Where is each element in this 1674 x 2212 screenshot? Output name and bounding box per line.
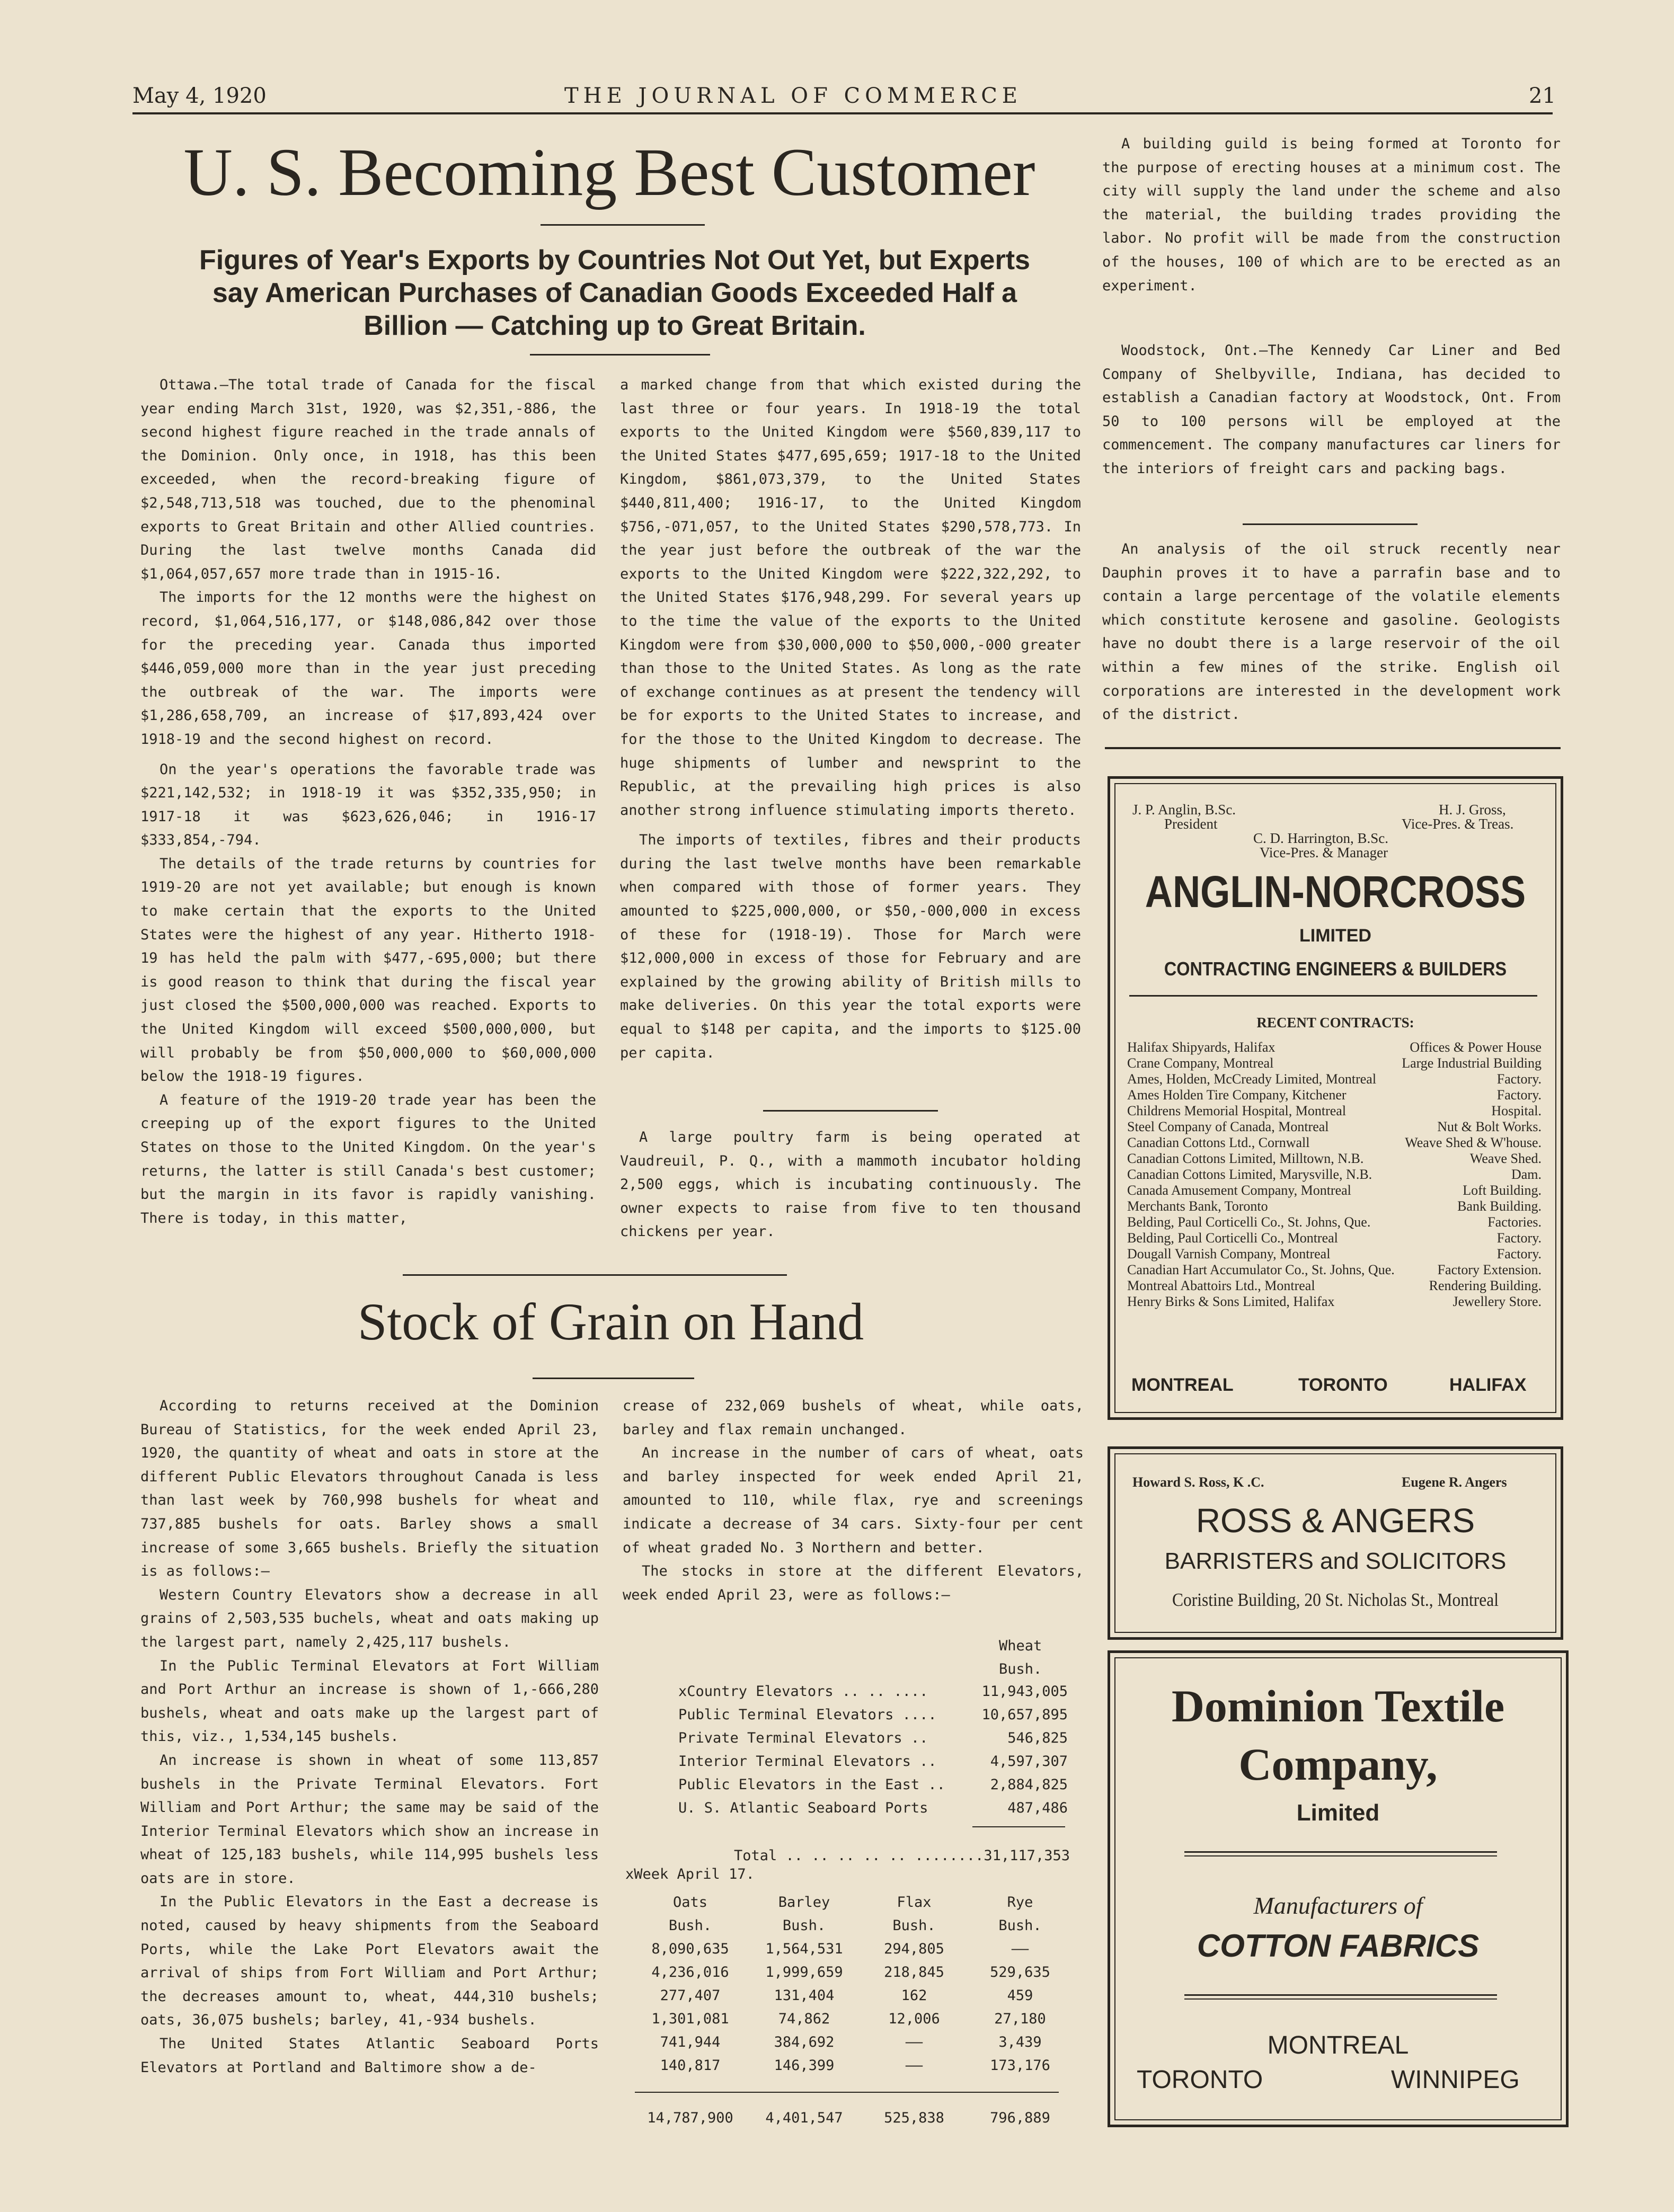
paragraph: a marked change from that which existed during the last three or four years. In 1918-19 the total exports to the United Kingdom were $560,839,117 to the United States $477,695,659; 1917-18 to the United Kingdom, $861,073,379, to the United States $440,811,400; 1916-17, to the United Kingdom $756,-071,057, to the United States $290,578,773. In the year just before the outbreak of the war the exports to the United Kingdom were $222,322,292, to the United States $176,948,299. For several years up to the time the value of the exports to the United Kingdom were from $30,000,000 to $50,000,-000 greater than those to the United States. As long as the rate of exchange continues as at present the tendency will be for exports to the United States to increase, and for the those to the United Kingdom to decrease. The huge shipments of lumber and newsprint to the Republic, at the prevailing high prices is also another strong influence stimulating imports thereto. [620, 377, 1081, 819]
grain-cell: 529,635 [990, 1964, 1050, 1980]
elevator-label: Public Elevators in the East .. [678, 1776, 945, 1793]
wheat-stocks-table [678, 1680, 1068, 1819]
contract-row [1127, 1151, 1542, 1167]
vice-president-title: Vice-Pres. & Treas. [1402, 816, 1514, 832]
partner-angers: Eugene R. Angers [1402, 1474, 1507, 1490]
grain-cell: 173,176 [990, 2057, 1050, 2074]
grain-cell: 741,944 [660, 2033, 721, 2050]
paragraph: Woodstock, Ont.—The Kennedy Car Liner and Bed Company of Shelbyville, Indiana, has decided to establish a Canadian factory at Woodstock, Ont. From 50 to 100 persons will be employed at the commencement. The company manufactures car liners for the interiors of freight cars and packing bags. [1102, 342, 1561, 477]
contract-work: Nut & Bolt Works. [1437, 1119, 1542, 1134]
headline-rule [533, 1378, 694, 1379]
city-halifax: HALIFAX [1449, 1375, 1527, 1395]
grain-cell: 3,439 [998, 2033, 1042, 2050]
grain-cell: 8,090,635 [651, 1940, 729, 1957]
paragraph: Ottawa.—The total trade of Canada for the fiscal year ending March 31st, 1920, was $2,351,-886, the second highest figure reached in the trade annals of the Dominion. Only once, in 1918, has this been exceeded, when the record-breaking figure of $2,548,713,518 was touched, due to the phenominal exports to Great Britain and other Allied countries. During the last twelve months Canada did $1,064,057,657 more trade than in 1915-16. [140, 377, 596, 582]
grain-cell: 140,817 [660, 2057, 721, 2074]
contract-row [1127, 1198, 1542, 1214]
grain-cell: —— [905, 2057, 923, 2074]
anglin-norcross-ad [1108, 776, 1563, 1420]
company-name: ANGLIN-NORCROSS [1145, 867, 1526, 917]
grain-cell: 14,787,900 [647, 2109, 733, 2126]
issue-date: May 4, 1920 [132, 84, 267, 108]
footnote: xWeek April 17. [625, 1866, 755, 1882]
wheat-value: 487,486 [1007, 1799, 1068, 1816]
contract-client: Merchants Bank, Toronto [1127, 1198, 1268, 1214]
contract-work: Bank Building. [1457, 1198, 1542, 1214]
side-note-oil [1102, 538, 1561, 727]
paragraph: A feature of the 1919-20 trade year has been the creeping up of the export figures to the United States on those to the United Kingdom. On the year's returns, the latter is still Canada's best customer; but the margin in its favor is rapidly vanishing. There is today, in this matter, [140, 1091, 596, 1227]
grain-cell: 796,889 [990, 2109, 1050, 2126]
contract-row [1127, 1183, 1542, 1198]
grain-cell: Bush. [668, 1917, 712, 1934]
firm-address: Coristine Building, 20 St. Nicholas St., Montreal [1172, 1589, 1499, 1610]
section-rule [1243, 523, 1418, 525]
contract-row [1127, 1214, 1542, 1230]
grain-headline: Stock of Grain on Hand [357, 1292, 864, 1351]
grain-cell: 4,401,547 [765, 2109, 843, 2126]
grain-cell: 1,564,531 [765, 1940, 843, 1957]
grain-cell: Bush. [782, 1917, 826, 1934]
table-row [633, 2054, 1073, 2077]
contract-client: Canadian Cottons Limited, Milltown, N.B. [1127, 1151, 1364, 1166]
contracts-title: RECENT CONTRACTS: [1256, 1015, 1414, 1031]
exports-column-2 [620, 374, 1081, 1065]
contract-row [1127, 1055, 1542, 1071]
contract-row [1127, 1262, 1542, 1278]
paragraph: A large poultry farm is being operated at Vaudreuil, P. Q., with a mammoth incubator holding 2,500 eggs, which is incubating continuously. The owner expects to raise from five to ten thousand chickens per year. [620, 1129, 1081, 1240]
table-row [633, 2030, 1073, 2054]
president-title: President [1164, 816, 1218, 832]
company-limited: Limited [1296, 1800, 1380, 1826]
grain-cell: 131,404 [774, 1987, 835, 2004]
city-toronto: TORONTO [1298, 1375, 1388, 1395]
wheat-header-name: Wheat [999, 1638, 1042, 1654]
wheat-value: 10,657,895 [981, 1706, 1068, 1723]
grain-cell: 218,845 [884, 1964, 944, 1980]
contract-client: Crane Company, Montreal [1127, 1055, 1274, 1071]
paragraph: According to returns received at the Dominion Bureau of Statistics, for the week ended April 23, 1920, the quantity of wheat and oats in store at the different Public Elevators throughout Canada is less than last week by 760,998 bushels for wheat and 737,885 bushels for oats. Barley shows a small increase of some 3,665 bushels. Briefly the situation is as follows:— [140, 1398, 599, 1580]
headline-rule [541, 224, 705, 226]
table-row [678, 1726, 1068, 1749]
masthead: THE JOURNAL OF COMMERCE [564, 84, 1022, 108]
grain-cell: Rye [1007, 1894, 1033, 1911]
contract-work: Large Industrial Building [1402, 1055, 1542, 1071]
paragraph: Western Country Elevators show a decrease in all grains of 2,503,535 buchels, wheat and oats making up the largest part, namely 2,425,117 bushels. [140, 1586, 599, 1650]
table-row [633, 1937, 1073, 1960]
table-row [678, 1749, 1068, 1773]
contract-client: Ames Holden Tire Company, Kitchener [1127, 1087, 1347, 1103]
contract-client: Belding, Paul Corticelli Co., St. Johns, Que. [1127, 1214, 1371, 1230]
grain-cell: 27,180 [994, 2010, 1046, 2027]
firm-title: BARRISTERS and SOLICITORS [1164, 1548, 1507, 1574]
grain-cell: Bush. [892, 1917, 936, 1934]
contract-row [1127, 1040, 1542, 1055]
contract-row [1127, 1135, 1542, 1151]
grain-cell: 459 [1007, 1987, 1033, 2004]
contract-row [1127, 1230, 1542, 1246]
wheat-value: 4,597,307 [990, 1753, 1068, 1770]
contract-client: Canadian Cottons Limited, Marysville, N.B. [1127, 1167, 1372, 1182]
contract-work: Factory Extension. [1437, 1262, 1542, 1277]
city-montreal: MONTREAL [1131, 1375, 1234, 1395]
contract-work: Factory. [1496, 1071, 1542, 1087]
grain-totals-table [633, 2106, 1073, 2129]
contract-row [1127, 1294, 1542, 1310]
grain-cell: 12,006 [888, 2010, 940, 2027]
contract-row [1127, 1087, 1542, 1103]
elevator-label: Interior Terminal Elevators .. [678, 1753, 937, 1770]
elevator-label: U. S. Atlantic Seaboard Ports [678, 1799, 928, 1816]
vice-president-name: H. J. Gross, [1439, 802, 1506, 818]
manager-name: C. D. Harrington, B.Sc. [1253, 830, 1388, 846]
paragraph: An analysis of the oil struck recently near Dauphin proves it to have a parrafin base and to contain a large percentage of the volatile elements which constitute kerosene and gasoline. Geologists have no doubt there is a large reservoir of the oil within a few mines of the strike. English oil corporations are interested in the development work of the district. [1102, 541, 1561, 723]
contract-row [1127, 1071, 1542, 1087]
product-line: COTTON FABRICS [1197, 1928, 1480, 1964]
grain-cell: 4,236,016 [651, 1964, 729, 1980]
grain-cell: 277,407 [660, 1987, 721, 2004]
wheat-header-unit: Bush. [999, 1661, 1042, 1677]
grain-cell: —— [905, 2033, 923, 2050]
contract-client: Childrens Memorial Hospital, Montreal [1127, 1103, 1347, 1118]
paragraph: A building guild is being formed at Toronto for the purpose of erecting houses at a minimum cost. The city will supply the land under the scheme and also the material, the building trades providing the labor. No profit will be made from the construction of the houses, 100 of which are to be erected as an experiment. [1102, 136, 1561, 294]
grain-cell: 74,862 [778, 2010, 830, 2027]
paragraph: crease of 232,069 bushels of wheat, while oats, barley and flax remain unchanged. [623, 1398, 1084, 1438]
page-number: 21 [1529, 84, 1556, 108]
grain-stocks-table [633, 1890, 1073, 2077]
contract-client: Ames, Holden, McCready Limited, Montreal [1127, 1071, 1377, 1087]
contract-row [1127, 1103, 1542, 1119]
elevator-label: Private Terminal Elevators .. [678, 1729, 928, 1746]
wheat-header [999, 1634, 1042, 1681]
paragraph: In the Public Elevators in the East a decrease is noted, caused by heavy shipments from the Seaboard Ports, while the Lake Port Elevators await the arrival of ships from Fort William and Port Arthur; the decreases amount to, wheat, 444,310 bushels; oats, 36,075 bushels; barley, 41,-934 bushels. [140, 1894, 599, 2029]
table-row [678, 1703, 1068, 1726]
wheat-value: 2,884,825 [990, 1776, 1068, 1793]
grain-totals-row [633, 2106, 1073, 2129]
contract-client: Halifax Shipyards, Halifax [1127, 1040, 1276, 1055]
table-row [678, 1796, 1068, 1819]
manufacturers-of: Manufacturers of [1253, 1892, 1423, 1919]
exports-headline: U. S. Becoming Best Customer [183, 135, 1035, 210]
contract-row [1127, 1246, 1542, 1262]
elevator-label: xCountry Elevators .. .. .... [678, 1683, 928, 1700]
wheat-value: 11,943,005 [981, 1683, 1068, 1700]
grain-cell: Flax [897, 1894, 932, 1911]
city-toronto: TORONTO [1137, 2066, 1263, 2094]
ad-divider [1129, 995, 1537, 997]
contract-client: Dougall Varnish Company, Montreal [1127, 1246, 1331, 1262]
grain-cell: 1,999,659 [765, 1964, 843, 1980]
paragraph: The United States Atlantic Seaboard Ports Elevators at Portland and Baltimore show a de- [140, 2036, 599, 2076]
wheat-total-table [678, 1844, 1070, 1867]
company-limited: LIMITED [1299, 926, 1371, 946]
grain-header-row [633, 1890, 1073, 1914]
table-row [678, 1773, 1068, 1796]
contract-row [1127, 1119, 1542, 1135]
side-note-woodstock [1102, 339, 1561, 481]
paragraph: The imports for the 12 months were the highest on record, $1,064,516,177, or $148,086,842 over those for the preceding year. Canada thus imported $446,059,000 more than in the year just preceding the outbreak of the war. The imports were $1,286,658,709, an increase of $17,893,424 over 1918-19 and the second highest on record. [140, 589, 596, 748]
paragraph: An increase is shown in wheat of some 113,857 bushels in the Private Terminal Elevators. Fort William and Port Arthur; the same may be said of the Interior Terminal Elevators which show an increase in wheat of 125,183 bushels, while 114,995 bushels less oats are in store. [140, 1752, 599, 1887]
contract-row [1127, 1278, 1542, 1294]
city-montreal: MONTREAL [1267, 2031, 1409, 2059]
total-row [678, 1844, 1070, 1867]
company-name-line1: Dominion Textile [1171, 1681, 1505, 1731]
contract-client: Henry Birks & Sons Limited, Halifax [1127, 1294, 1335, 1309]
contract-work: Factories. [1487, 1214, 1542, 1230]
exports-column-1 [140, 374, 596, 1230]
grain-cell: 294,805 [884, 1940, 944, 1957]
contract-work: Weave Shed. [1469, 1151, 1542, 1166]
side-note-building-guild [1102, 132, 1561, 298]
paragraph: The imports of textiles, fibres and their products during the last twelve months have been remarkable when compared with those of former years. They amounted to $225,000,000, or $50,-000,000 in excess of these for (1918-19). Those for March were $12,000,000 in excess of those for February and are explained by the growing ability of British mills to make deliveries. On this year the total exports were equal to $148 per capita, and the imports to $125.00 per capita. [620, 832, 1081, 1061]
firm-name: ROSS & ANGERS [1195, 1502, 1475, 1540]
grain-cell: 384,692 [774, 2033, 835, 2050]
paragraph: The details of the trade returns by countries for 1919-20 are not yet available; but enough is known to make certain that the exports to the United States were the highest of any year. Hitherto 1918-19 has held the palm with $477,-695,000; but there is good reason to think that during the fiscal year just closed the $500,000,000 was reached. Exports to the United Kingdom will exceed $500,000,000, but will probably be from $50,000,000 to $60,000,000 below the 1918-19 figures. [140, 855, 596, 1085]
contract-client: Canadian Cottons Ltd., Cornwall [1127, 1135, 1310, 1150]
section-rule [1105, 747, 1561, 749]
contract-work: Hospital. [1491, 1103, 1542, 1118]
contracts-list [1127, 1040, 1542, 1310]
grain-cell: 525,838 [884, 2109, 944, 2126]
contract-row [1127, 1167, 1542, 1183]
contract-work: Factory. [1496, 1087, 1542, 1103]
grain-cell: Bush. [998, 1917, 1042, 1934]
table-row [633, 1984, 1073, 2007]
wheat-value: 546,825 [1007, 1729, 1068, 1746]
subhead-rule [530, 354, 710, 356]
contract-client: Canadian Hart Accumulator Co., St. Johns, Que. [1127, 1262, 1395, 1277]
header-rule [132, 112, 1553, 114]
total-value: 31,117,353 [984, 1847, 1070, 1864]
contract-work: Dam. [1511, 1167, 1542, 1182]
paragraph: On the year's operations the favorable trade was $221,142,532; in 1918-19 it was $352,335,950; in 1917-18 it was $623,626,046; in 1916-17 $333,854,-794. [140, 761, 596, 849]
grain-column-2 [623, 1394, 1084, 1607]
manager-title: Vice-Pres. & Manager [1260, 845, 1388, 860]
contract-work: Factory. [1496, 1230, 1542, 1246]
paragraph: An increase in the number of cars of wheat, oats and barley inspected for week ended April 21, amounted to 110, while flax, rye and screenings indicate a decrease of 34 cars. Sixty-four per cent of wheat graded No. 3 Northern and better. [623, 1445, 1084, 1556]
contract-work: Offices & Power House [1410, 1040, 1542, 1055]
president-name: J. P. Anglin, B.Sc. [1132, 802, 1236, 818]
grain-cell: Barley [778, 1894, 830, 1911]
grain-units-row [633, 1914, 1073, 1937]
section-rule [763, 1110, 938, 1112]
contract-work: Rendering Building. [1429, 1278, 1542, 1293]
grain-cell: 162 [901, 1987, 927, 2004]
company-tagline: CONTRACTING ENGINEERS & BUILDERS [1164, 958, 1507, 980]
grain-column-1 [140, 1394, 599, 2080]
poultry-note [620, 1126, 1081, 1244]
section-rule [403, 1274, 787, 1276]
grain-cell: 1,301,081 [651, 2010, 729, 2027]
grain-cell: 146,399 [774, 2057, 835, 2074]
total-label: Total .. .. .. .. .. ........ [734, 1847, 984, 1864]
contract-work: Loft Building. [1463, 1183, 1542, 1198]
contract-work: Jewellery Store. [1452, 1294, 1542, 1309]
contract-client: Steel Company of Canada, Montreal [1127, 1119, 1329, 1134]
paragraph: The stocks in store at the different Elevators, week ended April 23, were as follows:— [623, 1563, 1084, 1603]
grain-cell: Oats [672, 1894, 708, 1911]
grain-cell: —— [1011, 1940, 1029, 1957]
company-name-line2: Company, [1238, 1739, 1438, 1790]
dominion-textile-ad [1108, 1650, 1569, 2127]
paragraph: In the Public Terminal Elevators at Fort William and Port Arthur an increase is shown of 1,-666,280 bushels, wheat and oats make up the largest part of this, viz., 1,534,145 bushels. [140, 1657, 599, 1745]
contract-work: Factory. [1496, 1246, 1542, 1262]
partner-ross: Howard S. Ross, K .C. [1132, 1474, 1264, 1490]
contract-client: Canada Amusement Company, Montreal [1127, 1183, 1351, 1198]
table-row [633, 2007, 1073, 2030]
city-winnipeg: WINNIPEG [1391, 2066, 1520, 2094]
contract-work: Weave Shed & W'house. [1405, 1135, 1542, 1150]
elevator-label: Public Terminal Elevators .... [678, 1706, 937, 1723]
table-row [633, 1960, 1073, 1984]
exports-subhead: Figures of Year's Exports by Countries Not Out Yet, but Experts say American Purchases of Canadian Goods Exceeded Half a Billion — Catching up to Great Britain. [199, 245, 1030, 341]
table-row [678, 1680, 1068, 1703]
contract-client: Belding, Paul Corticelli Co., Montreal [1127, 1230, 1338, 1246]
contract-client: Montreal Abattoirs Ltd., Montreal [1127, 1278, 1315, 1293]
ross-angers-ad [1108, 1446, 1563, 1640]
